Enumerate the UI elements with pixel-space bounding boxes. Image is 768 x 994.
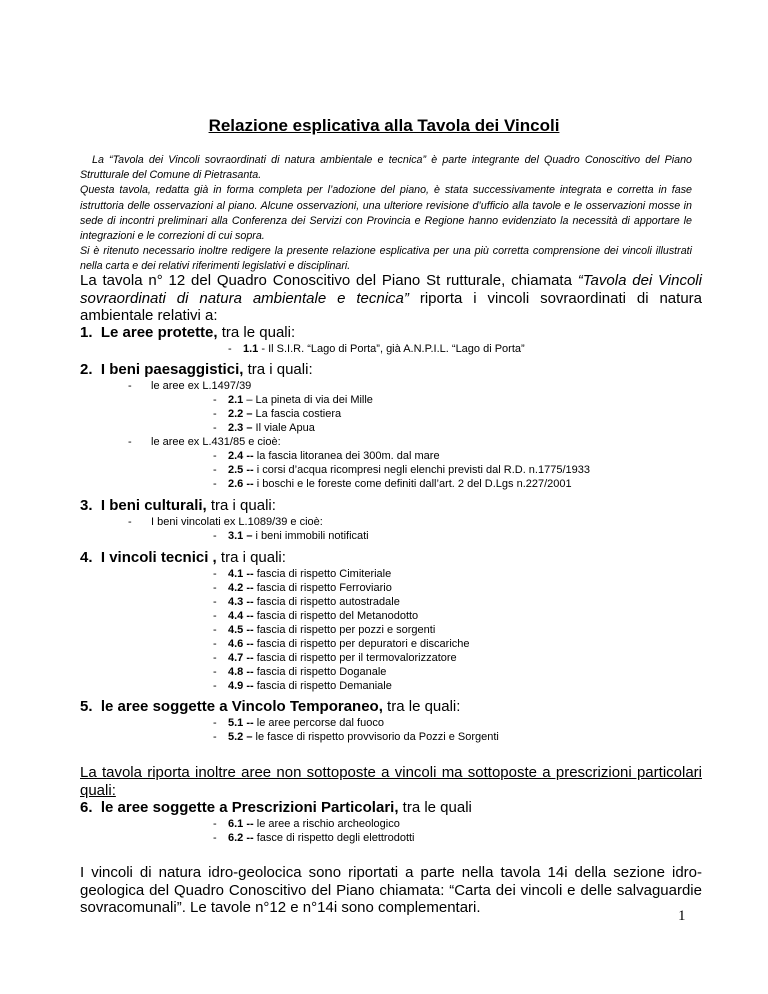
- section-heading: 5. le aree soggette a Vincolo Temporaneo, tra le quali:: [80, 698, 461, 715]
- section-heading: 1. Le aree protette, tra le quali:: [80, 324, 296, 341]
- intro-block: [80, 153, 692, 275]
- list-group: - le aree ex L.1497/39: [128, 380, 252, 392]
- section-heading: 6. le aree soggette a Prescrizioni Particolari, tra le quali: [80, 799, 472, 816]
- main-paragraph: La tavola n° 12 del Quadro Conoscitivo del Piano St rutturale, chiamata “Tavola dei Vincoli sovraordinati di natura ambientale e tecnica” riporta i vincoli sovraordinati di natura ambientale relativi a:: [80, 272, 703, 324]
- page-number: 1: [678, 908, 686, 924]
- list-item: - 4.1 -- fascia di rispetto Cimiteriale: [213, 568, 392, 580]
- idrogeologici-paragraph: I vincoli di natura idro-geolocica sono riportati a parte nella tavola 14i della sezione idro-geologica del Quadro Conoscitivo del Piano chiamata: “Carta dei vincoli e delle salvaguardie sovracomunali”. Le tavole n°12 e n°14i sono complementari.: [80, 864, 702, 916]
- tavola-name: “Tavola dei Vincoli sovraordinati di natura ambientale e tecnica”: [80, 272, 702, 307]
- list-item: - 2.2 – La fascia costiera: [213, 408, 342, 420]
- list-item: - 2.3 – Il viale Apua: [213, 422, 315, 434]
- list-item: - 4.4 -- fascia di rispetto del Metanodotto: [213, 610, 419, 622]
- list-item: - 4.5 -- fascia di rispetto per pozzi e sorgenti: [213, 624, 436, 636]
- list-item: - 5.2 – le fasce di rispetto provvisorio da Pozzi e Sorgenti: [213, 731, 499, 743]
- list-group: - le aree ex L.431/85 e cioè:: [128, 436, 281, 448]
- document-title: Relazione esplicativa alla Tavola dei Vincoli: [208, 116, 560, 135]
- intro-paragraph: Si è ritenuto necessario inoltre redigere la presente relazione esplicativa per una più corretta comprensione dei vincoli illustrati nella carta e dei relativi riferimenti legislativi e disciplinari.: [80, 245, 692, 273]
- list-item: - 5.1 -- le aree percorse dal fuoco: [213, 717, 384, 729]
- intro-paragraph: La “Tavola dei Vincoli sovraordinati di natura ambientale e tecnica” è parte integrante del Quadro Conoscitivo del Piano Strutturale del Comune di Pietrasanta.: [80, 154, 692, 182]
- list-item: - 4.3 -- fascia di rispetto autostradale: [213, 596, 400, 608]
- list-item: - 3.1 – i beni immobili notificati: [213, 530, 369, 542]
- list-item: - 2.6 -- i boschi e le foreste come definiti dall’art. 2 del D.Lgs n.227/2001: [213, 478, 572, 490]
- list-item: - 4.2 -- fascia di rispetto Ferroviario: [213, 582, 392, 594]
- list-item: - 4.7 -- fascia di rispetto per il termovalorizzatore: [213, 652, 457, 664]
- list-item: - 2.5 -- i corsi d’acqua ricompresi negli elenchi previsti dal R.D. n.1775/1933: [213, 464, 590, 476]
- list-item: - 1.1 - Il S.I.R. “Lago di Porta”, già A.N.P.I.L. “Lago di Porta”: [228, 343, 525, 355]
- prescrizioni-paragraph: La tavola riporta inoltre aree non sottoposte a vincoli ma sottoposte a prescrizioni particolari quali:: [80, 764, 702, 799]
- list-item: - 4.6 -- fascia di rispetto per depuratori e discariche: [213, 638, 470, 650]
- section-heading: 2. I beni paesaggistici, tra i quali:: [80, 361, 313, 378]
- list-item: - 6.1 -- le aree a rischio archeologico: [213, 818, 400, 830]
- list-item: - 4.8 -- fascia di rispetto Doganale: [213, 666, 387, 678]
- list-item: - 2.4 -- la fascia litoranea dei 300m. dal mare: [213, 450, 440, 462]
- list-item: - 2.1 – La pineta di via dei Mille: [213, 394, 373, 406]
- list-item: - 4.9 -- fascia di rispetto Demaniale: [213, 680, 392, 692]
- list-item: - 6.2 -- fasce di rispetto degli elettrodotti: [213, 832, 415, 844]
- section-heading: 3. I beni culturali, tra i quali:: [80, 497, 276, 514]
- section-heading: 4. I vincoli tecnici , tra i quali:: [80, 549, 286, 566]
- list-group: - I beni vincolati ex L.1089/39 e cioè:: [128, 516, 323, 528]
- intro-paragraph: Questa tavola, redatta già in forma completa per l’adozione del piano, è stata successivamente integrata e corretta in fase istruttoria delle osservazioni al piano. Alcune osservazioni, una ulteriore revisione d’ufficio alla tavole e le osservazioni mosse in sede di incontri preliminari alla Conferenza dei Servizi con Provincia e Regione hanno evidenziato la necessità di apportare le integrazioni e le correzioni di cui sopra.: [80, 184, 692, 243]
